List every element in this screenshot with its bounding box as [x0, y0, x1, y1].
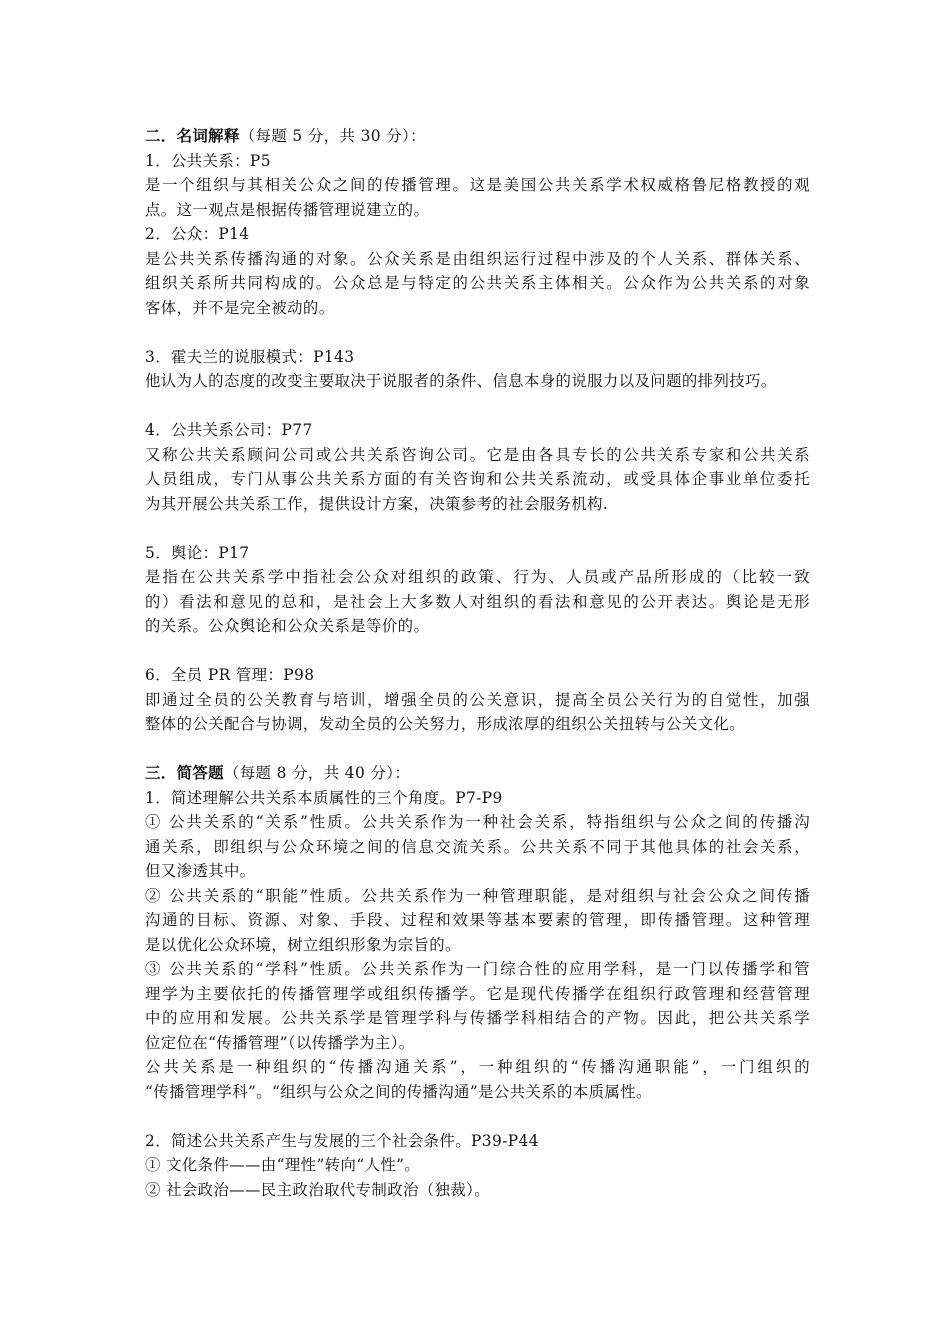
section-3-heading: [145, 761, 810, 786]
answer-line: ② 公共关系的“职能”性质。公共关系作为一种管理职能，是对组织与社会公众之间传播: [145, 886, 810, 905]
term-item-5: [145, 541, 810, 639]
term-text-line: 人员组成，专门从事公共关系方面的有关咨询和公共关系流动，或受具体企事业单位委托: [145, 470, 810, 488]
question-1: [145, 786, 810, 1105]
question-title: 1．简述理解公共关系本质属性的三个角度。P7-P9: [145, 788, 503, 807]
term-text-line: 组织关系所共同构成的。公众总是与特定的公共关系主体相关。公众作为公共关系的对象: [145, 274, 810, 292]
question-title: 2．简述公共关系产生与发展的三个社会条件。P39-P44: [145, 1131, 539, 1150]
blank-line: [145, 1104, 810, 1129]
term-text-line: 的关系。公众舆论和公众关系是等价的。: [145, 617, 430, 635]
answer-line: ② 社会政治——民主政治取代专制政治（独裁）。: [145, 1180, 490, 1199]
term-item-3: [145, 345, 810, 394]
answer-line: ① 公共关系的“关系”性质。公共关系作为一种社会关系，特指组织与公众之间的传播沟: [145, 813, 810, 831]
document-page: [145, 124, 810, 1202]
answer-line: 理学为主要依托的传播管理学或组织传播学。它是现代传播学在组织行政管理和经营管理: [145, 984, 810, 1003]
term-text-line: 又称公共关系顾问公司或公共关系咨询公司。它是由各具专长的公共关系专家和公共关系: [145, 445, 810, 464]
blank-line: [145, 737, 810, 762]
answer-line: 位定位在“传播管理”（以传播学为主）。: [145, 1033, 415, 1052]
term-text-line: 点。这一观点是根据传播管理说建立的。: [145, 200, 430, 219]
answer-line: 公共关系是一种组织的“传播沟通关系”，一种组织的“传播沟通职能”，一门组织的: [145, 1058, 810, 1076]
answer-line: “传播管理学科”。“组织与公众之间的传播沟通”是公共关系的本质属性。: [145, 1082, 652, 1101]
blank-line: [145, 516, 810, 541]
term-item-1: [145, 149, 810, 223]
question-2: [145, 1129, 810, 1203]
term-text-line: 即通过全员的公关教育与培训，增强全员的公关意识，提高全员公关行为的自觉性，加强: [145, 690, 810, 709]
term-text-line: 客体，并不是完全被动的。: [145, 298, 335, 317]
blank-line: [145, 639, 810, 664]
term-text-line: 是指在公共关系学中指社会公众对组织的政策、行为、人员或产品所形成的（比较一致: [145, 568, 810, 586]
answer-line: 中的应用和发展。公共关系学是管理学科与传播学科相结合的产物。因此，把公共关系学: [145, 1009, 810, 1027]
term-title: 5．舆论：P17: [145, 543, 250, 562]
term-item-6: [145, 663, 810, 737]
answer-line: 沟通的目标、资源、对象、手段、过程和效果等基本要素的管理，即传播管理。这种管理: [145, 911, 810, 929]
term-title: 2．公众：P14: [145, 225, 250, 243]
term-text-line: 为其开展公共关系工作，提供设计方案，决策参考的社会服务机构.: [145, 494, 609, 513]
section-2-heading-title: 二．名词解释: [145, 127, 240, 145]
answer-line: 是以优化公众环境，树立组织形象为宗旨的。: [145, 935, 461, 954]
section-3-heading-title: 三．简答题: [145, 764, 224, 782]
term-text-line: 的）看法和意见的总和，是社会上大多数人对组织的看法和意见的公开表达。舆论是无形: [145, 592, 810, 611]
term-text-line: 整体的公关配合与协调，发动全员的公关努力，形成浓厚的组织公关扭转与公关文化。: [145, 715, 746, 733]
answer-line: 但又渗透其中。: [145, 862, 256, 880]
section-3-heading-note: （每题 8 分，共 40 分）：: [223, 764, 411, 782]
term-text-line: 是公共关系传播沟通的对象。公众关系是由组织运行过程中涉及的个人关系、群体关系、: [145, 249, 810, 268]
term-title: 6．全员 PR 管理：P98: [145, 666, 315, 684]
term-title: 4．公共关系公司：P77: [145, 421, 313, 439]
section-2-heading: [145, 124, 810, 149]
term-title: 3．霍夫兰的说服模式：P143: [145, 347, 355, 366]
term-item-2: [145, 222, 810, 320]
section-2-heading-note: （每题 5 分，共 30 分）：: [239, 127, 426, 145]
term-title: 1．公共关系：P5: [145, 151, 271, 170]
answer-line: 通关系，即组织与公众环境之间的信息交流关系。公共关系不同于其他具体的社会关系，: [145, 837, 810, 856]
answer-line: ① 文化条件——由“理性”转向“人性”。: [145, 1156, 421, 1174]
term-item-4: [145, 418, 810, 516]
blank-line: [145, 394, 810, 419]
term-text-line: 他认为人的态度的改变主要取决于说服者的条件、信息本身的说服力以及问题的排列技巧。: [145, 372, 777, 390]
term-text-line: 是一个组织与其相关公众之间的传播管理。这是美国公共关系学术权威格鲁尼格教授的观: [145, 176, 810, 194]
answer-line: ③ 公共关系的“学科”性质。公共关系作为一门综合性的应用学科，是一门以传播学和管: [145, 960, 810, 978]
blank-line: [145, 320, 810, 345]
